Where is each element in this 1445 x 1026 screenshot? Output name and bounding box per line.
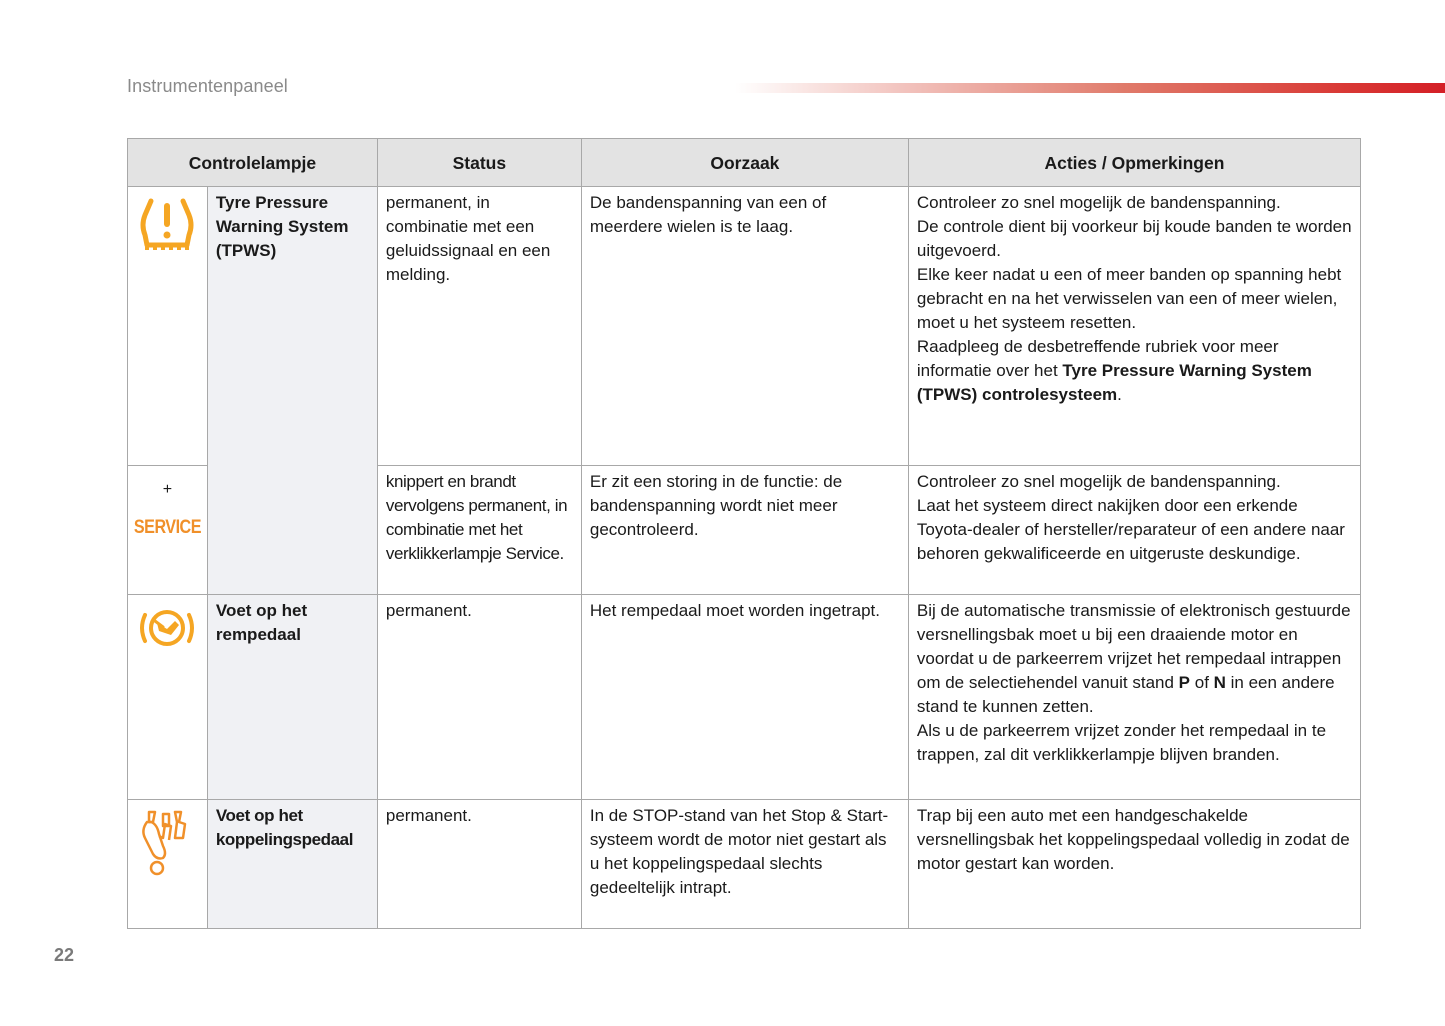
column-header-status: Status <box>377 139 581 187</box>
action-line <box>917 599 1352 719</box>
foot-on-brake-icon <box>137 603 197 653</box>
action-line: Controleer zo snel mogelijk de bandenspanning. <box>916 193 1281 212</box>
actions-text <box>908 187 1360 466</box>
icon-cell <box>128 595 208 800</box>
action-line: De controle dient bij voorkeur bij koude banden te worden uitgevoerd. <box>916 217 1352 260</box>
action-bold-reference: Tyre Pressure Warning System (TPWS) controlesysteem <box>916 361 1312 404</box>
gear-position-n: N <box>1213 673 1226 692</box>
plus-sign: + <box>162 481 173 498</box>
action-line: Controleer zo snel mogelijk de bandenspanning. <box>916 472 1281 491</box>
action-text: in een andere stand te kunnen zetten. <box>916 673 1335 716</box>
actions-text <box>908 466 1360 595</box>
cause-text: De bandenspanning van een of meerdere wielen is te laag. <box>581 187 908 466</box>
actions-text: Trap bij een auto met een handgeschakelde versnellingsbak het koppelingspedaal volledig in zodat de motor gestart kan worden. <box>908 800 1360 929</box>
running-title: Instrumentenpaneel <box>127 76 288 96</box>
column-header-acties: Acties / Opmerkingen <box>908 139 1360 187</box>
action-text: of <box>1190 673 1214 692</box>
page-number: 22 <box>54 945 75 965</box>
header-accent-bar <box>735 83 1445 93</box>
action-text: Bij de automatische transmissie of elektronisch gestuurde versnellingsbak moet u bij een draaiende motor en voordat u de parkeerrem vrijzet het rempedaal intrappen om de selectiehendel vanuit stand <box>916 601 1351 692</box>
actions-text <box>908 595 1360 800</box>
table-header-row <box>128 139 1361 187</box>
status-text: permanent. <box>377 800 581 929</box>
warning-lights-table <box>127 138 1361 929</box>
warning-name: Voet op het koppelingspedaal <box>207 800 377 929</box>
icon-cell <box>128 466 208 595</box>
status-text: knippert en brandt vervolgens permanent, in combinatie met het verklikkerlampje Service. <box>377 466 581 595</box>
action-text: Raadpleeg de desbetreffende rubriek voor meer informatie over het <box>916 337 1279 380</box>
action-line <box>917 335 1352 407</box>
service-warning-icon: SERVICE <box>133 517 201 538</box>
foot-on-clutch-icon <box>139 808 195 878</box>
table-row <box>128 187 1361 466</box>
action-text: . <box>1117 385 1122 404</box>
table-row <box>128 595 1361 800</box>
action-line: Laat het systeem direct nakijken door een erkende Toyota-dealer of hersteller/reparateur of een andere naar behoren gekwalificeerde en uitgeruste deskundige. <box>916 496 1345 563</box>
status-text: permanent, in combinatie met een geluidssignaal en een melding. <box>377 187 581 466</box>
cause-text: Er zit een storing in de functie: de bandenspanning wordt niet meer gecontroleerd. <box>581 466 908 595</box>
cause-text: Het rempedaal moet worden ingetrapt. <box>581 595 908 800</box>
cause-text: In de STOP-stand van het Stop & Start-systeem wordt de motor niet gestart als u het koppelingspedaal slechts gedeeltelijk intrapt. <box>581 800 908 929</box>
warning-name: Voet op het rempedaal <box>207 595 377 800</box>
icon-cell <box>128 187 208 466</box>
status-text: permanent. <box>377 595 581 800</box>
tire-pressure-warning-icon <box>137 195 197 253</box>
warning-name: Tyre Pressure Warning System (TPWS) <box>207 187 377 595</box>
action-line: Als u de parkeerrem vrijzet zonder het rempedaal in te trappen, zal dit verklikkerlampje blijven branden. <box>916 721 1327 764</box>
column-header-controlelampje: Controlelampje <box>128 139 378 187</box>
action-line: Elke keer nadat u een of meer banden op spanning hebt gebracht en na het verwisselen van een of meer wielen, moet u het systeem resetten. <box>916 265 1342 332</box>
column-header-oorzaak: Oorzaak <box>581 139 908 187</box>
table-row <box>128 800 1361 929</box>
icon-cell <box>128 800 208 929</box>
gear-position-p: P <box>1178 673 1191 692</box>
